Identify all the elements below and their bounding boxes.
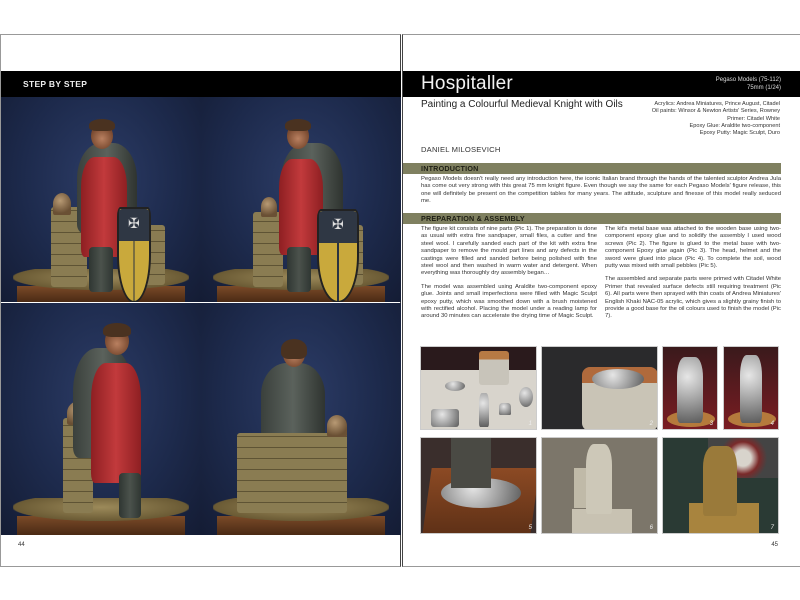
left-page [0, 34, 401, 567]
materials-list [590, 101, 780, 137]
section-band [1, 71, 401, 97]
photo-knight-back-view [201, 303, 401, 535]
materials-epoxy-putty: Epoxy Putty: Magic Sculpt, Duro [699, 130, 780, 137]
step-photo-3 [662, 346, 718, 430]
kit-info [716, 76, 781, 92]
introduction-text: Pegaso Models doesn't really need any introduction here, the iconic Italian brand through the hands of the talented sculptor Andrea Jula has come out very strong with this great 75 mm knight figure. Even though we say the same for each Pegaso Models' figure release, this one will definitely be present on the competition tables for many years. The attitude, sculpture and finesse of this model really seduced me. [421, 176, 781, 205]
paragraph: The assembled and separate parts were primed with Citadel White Primer that revealed surface defects still requiring treatment (Pic 6). All parts were then sprayed with thin coats of Andrea Miniatures' English Khaki NAC-05 acrylic, which gives a slightly grainy finish to provide a good base for the oil colours used to finish the model (Pic 7). [605, 276, 781, 320]
step-photo-2 [541, 346, 658, 430]
photo-number: 7 [770, 525, 774, 531]
step-photo-7 [662, 437, 779, 534]
paragraph: The kit's metal base was attached to the wooden base using two- component epoxy glue and to solidify the assembly I used wood screws (Pic 2). The figure is glued to the metal base with two-component Epoxy glue again (Pic 3). The head, helmet and the sword were glued into place (Pic 4). To complete the soil, wood putty was mixed with small pebbles (Pic 5). [605, 226, 781, 270]
article-subtitle: Painting a Colourful Medieval Knight with Oils [421, 99, 623, 110]
photo-number: 4 [770, 421, 774, 427]
kit-scale: 75mm (1/24) [746, 85, 781, 91]
materials-acrylics: Acrylics: Andrea Miniatures, Prince August, Citadel [654, 101, 780, 107]
magazine-spread [0, 34, 800, 567]
materials-primer: Primer: Citadel White [727, 115, 780, 122]
step-photo-5 [420, 437, 537, 534]
photo-number: 2 [649, 421, 653, 427]
step-photo-1 [420, 346, 537, 430]
kit-maker: Pegaso Models (75-112) [715, 77, 781, 83]
photo-number: 6 [649, 525, 653, 531]
section-label: STEP BY STEP [23, 79, 88, 89]
author-name: DANIEL MILOSEVICH [421, 145, 501, 154]
photo-knight-front-right-view [201, 97, 401, 302]
photo-number: 1 [528, 421, 532, 427]
photo-number: 3 [709, 421, 713, 427]
preparation-column-1 [421, 226, 597, 327]
materials-oil-paints: Oil paints: Winsor & Newton Artists' Series, Rowney [651, 108, 780, 115]
photo-number: 5 [528, 525, 532, 531]
paragraph: The model was assembled using Araldite two-component epoxy glue. Joints and small imperfections were filled with Magic Sculpt epoxy putty, which was smoothed down with a brush moistened with rectified alcohol. Placing the model under a reading lamp for around 30 minutes can accelerate the drying time of Magic Sculpt. [421, 283, 597, 320]
preparation-column-2 [605, 226, 781, 327]
photo-knight-left-side-view [1, 303, 201, 535]
right-page [402, 34, 800, 567]
paragraph: The figure kit consists of nine parts (Pic 1). The preparation is done as usual with extra fine sandpaper, small files, a cutter and fine steel wool. I carefully sanded each part of the kit with extra fine sandpaper to remove the mould part lines and any defects in the castings were filled and sanded before being polished with fine steel wool and then washed in warm water and detergent. When everything was thoroughly dry assembly began… [421, 226, 597, 277]
title-band [403, 71, 800, 97]
page-number-right: 45 [771, 542, 778, 548]
photo-knight-front-view [1, 97, 201, 302]
section-heading-preparation: PREPARATION & ASSEMBLY [403, 213, 781, 224]
page-number-left: 44 [18, 542, 25, 548]
materials-epoxy-glue: Epoxy Glue: Araldite two-component [689, 122, 780, 129]
step-photo-4 [723, 346, 779, 430]
article-title: Hospitaller [421, 73, 513, 94]
step-photo-6 [541, 437, 658, 534]
section-heading-introduction: INTRODUCTION [403, 163, 781, 174]
